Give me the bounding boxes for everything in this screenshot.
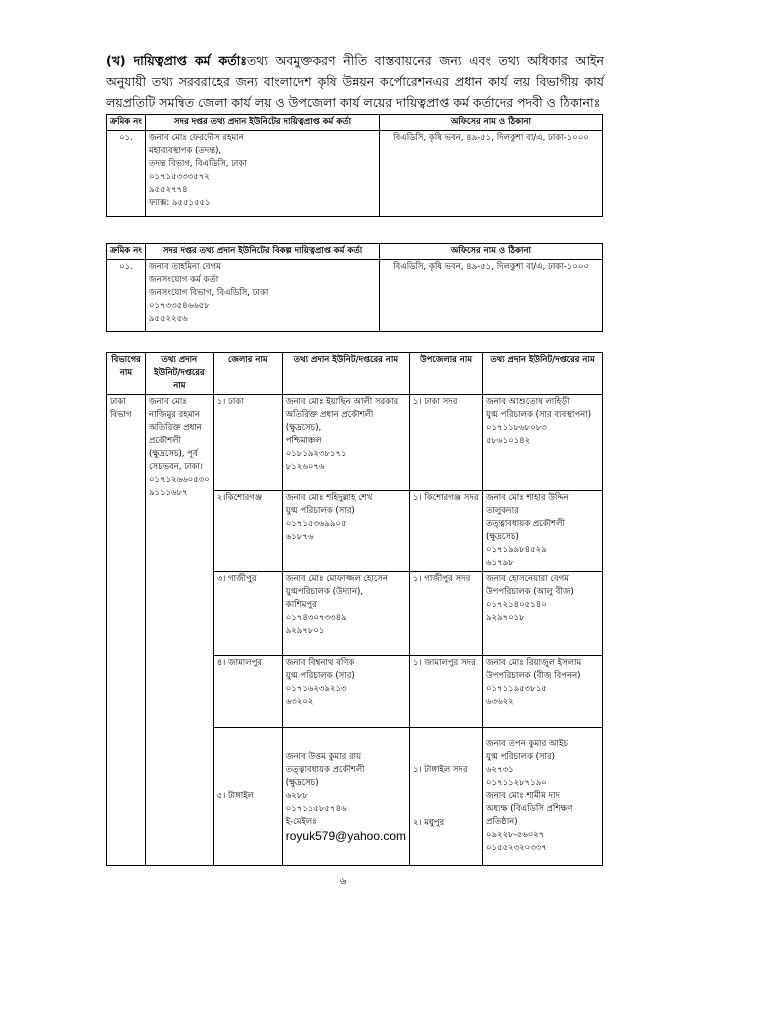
header-division-unit: তথ্য প্রদান ইউনিট/দপ্তরের নাম: [146, 353, 214, 395]
district-cell: ৫। টাঙ্গাইল: [213, 728, 282, 866]
upazila-cell: ১। ঢাকা সদর: [410, 395, 483, 491]
district-officer-block: [282, 728, 409, 866]
district-cell: ৩। গাজীপুর: [213, 572, 282, 656]
table-row: [107, 131, 603, 217]
header-upazila: উপজেলার নাম: [410, 353, 483, 395]
upazila-cell: ১। কিশোরগঞ্জ সদর: [410, 491, 483, 572]
upazila-cell: ১। গাজীপুর সদর: [410, 572, 483, 656]
intro-paragraph: [106, 50, 604, 113]
header-officer: সদর দপ্তর তথ্য প্রদান ইউনিটের দায়িত্বপ্রাপ্ত কর্ম কর্তা: [146, 115, 380, 131]
district-officer-cell: জনাব মোঃ শহিদুল্লাহ শেখ যুগ্ম পরিচালক (সার) ০১৭১৫৩৬৯৯০৫ ৬১৮৭৬: [282, 491, 409, 572]
header-serial: ক্রমিক নং: [107, 115, 146, 131]
table-row: [107, 260, 603, 332]
upazila-officer-block: [483, 728, 603, 866]
upazila-cell: ১। জামালপুর সদর: [410, 656, 483, 728]
header-upazila-unit: তথ্য প্রদান ইউনিট/দপ্তরের নাম: [483, 353, 603, 395]
header-office: অফিসের নাম ও ঠিকানা: [380, 244, 603, 260]
division-cell: ঢাকা বিভাগ: [107, 395, 146, 866]
email-link[interactable]: royuk579@yahoo.com: [285, 828, 407, 843]
upazila-officer-cell: জনাব তপন কুমার আইচ যুগ্ম পরিচালক (সার) ৬২৭৩১ ০১৭১১২৮৭১৯০: [486, 739, 568, 788]
header-office: অফিসের নাম ও ঠিকানা: [380, 115, 603, 131]
division-officer-table: [106, 352, 603, 866]
district-cell: ২।কিশোরগঞ্জ: [213, 491, 282, 572]
upazila-block: [410, 728, 483, 866]
upazila-officer-cell-2: জনাব মোঃ শামীম দাদ অধ্যক্ষ (বিএডিসি প্রশিক্ষণ প্রতিষ্ঠান) ০৯২২৮-৫৬০২৭ ০১৫৫২৩২০৩৩৭: [486, 791, 573, 853]
district-officer-cell: জনাব মোঃ ইয়াছিন আলী সরকার অতিরিক্ত প্রধান প্রকৌশলী (ক্ষুদ্রসেচ), পশ্চিমাঞ্চল ০১৮১৯২৩৮১৭১ ৮১২৬০৭৬: [282, 395, 409, 491]
header-officer: সদর দপ্তর তথ্য প্রদান ইউনিটের বিকল্প দায়িত্বপ্রাপ্ত কর্ম কর্তা: [146, 244, 380, 260]
header-division: বিভাগের নাম: [107, 353, 146, 395]
division-officer-cell: জনাব মোঃ নাজিমুর রহমান অতিরিক্ত প্রধান প্রকৌশলী (ক্ষুদ্রসেচ), পূর্ব সেচভবন, ঢাকা। ০১৭১২৬৬০৫৩০ ৯১১১৬৮৭: [146, 395, 214, 866]
district-cell: ৪। জামালপুর: [213, 656, 282, 728]
intro-heading: (খ) দায়িত্বপ্রাপ্ত কর্ম কর্তাঃ: [106, 53, 247, 68]
office-cell: বিএডিসি, কৃষি ভবন, ৪৯-৫১, দিলকুশা বা/এ, ঢাকা-১০০০: [380, 131, 603, 217]
header-district-unit: তথ্য প্রদান ইউনিট/দপ্তরের নাম: [282, 353, 409, 395]
upazila-officer-cell: জনাব মোঃ শাহার উদ্দিন তালুকদার তত্ত্বাবধায়ক প্রকৌশলী (ক্ষুদ্রসেচ) ০১৭১৯৯৮৪৫২৯ ৬১৭৯৮: [483, 491, 603, 572]
upazila-cell: ১। টাঙ্গাইল সদর: [413, 764, 468, 775]
intro-text: তথ্য অবমুক্তকরণ নীতি বাস্তবায়নের জন্য এবং তথ্য অধিকার আইন অনুযায়ী তথ্য সরবরাহের জন্য বাংলাদেশ কৃষি উন্নয়ন কর্পোরেশনএর প্রধান কার্য লয় বিভাগীয় কার্য লয়প্রতিটি সমন্বিত জেলা কার্য লয় ও উপজেলা কার্য লয়ের দায়িত্বপ্রাপ্ত কর্ম কর্তাদের পদবী ও ঠিকানাঃ: [106, 53, 604, 110]
district-officer-cell: জনাব বিশ্বনাথ বণিক যুগ্ম পরিচালক (সার) ০১৭১৬২৩৯২১৩ ৬৩২০২: [282, 656, 409, 728]
upazila-officer-cell: জনাব আশুতোষ লাহিড়ী যুগ্ম পরিচালক (সার ব্যবস্থাপনা) ০১৭১১৮৬৮০৮৩ ৫৮৬১০১৪২: [483, 395, 603, 491]
upazila-cell-2: ২। মধুপুর: [413, 817, 445, 828]
upazila-officer-cell: জনাব হোসনেয়ারা বেগম উপপরিচালক (আলু বীজ) ০১৭২১৪০৫১৪০ ৯২৯৭০১৮: [483, 572, 603, 656]
officer-cell: জনাব তাহমিনা বেগম জনসংযোগ কর্ম কর্তা জনসংযোগ বিভাগ, বিএডিসি, ঢাকা ০১৭৩৩৫৪৬৬৫৮ ৯৫৫২২৫৬: [146, 260, 380, 332]
serial-cell: ০১.: [107, 260, 146, 332]
header-serial: ক্রমিক নং: [107, 244, 146, 260]
alternate-officer-table: [106, 243, 603, 332]
header-district: জেলার নাম: [213, 353, 282, 395]
serial-cell: ০১.: [107, 131, 146, 217]
district-officer-cell: জনাব মোঃ মোফাজ্জল হোসেন যুগ্মপরিচালক (উদ্যান), কাশিমপুর ০১৭৪৩০৭৩৩৪৯ ৯২৯৭৮০১: [282, 572, 409, 656]
primary-officer-table: [106, 114, 603, 217]
table-row: [107, 395, 603, 491]
page-number: ৬: [340, 876, 347, 887]
upazila-officer-cell: জনাব মোঃ রিয়াজুল ইসলাম উপপরিচালক (বীজ বিপনন) ০১৭১১৯৫৩৮১৫ ৬৩৬২২: [483, 656, 603, 728]
district-officer-cell: জনাব উত্তম কুমার রায় তত্ত্বাবধায়ক প্রকৌশলী (ক্ষুদ্রসেচ) ৬২৮৮ ০১৭১১৫৮৫৭৪৬ ই-মেইলঃ: [285, 751, 365, 827]
office-cell: বিএডিসি, কৃষি ভবন, ৪৯-৫১, দিলকুশা বা/এ, ঢাকা-১০০০: [380, 260, 603, 332]
officer-cell: জনাব মোঃ ফেরদৌস রহমান মহাব্যবস্থাপক (তদন্ত), তদন্ত বিভাগ, বিএডিসি, ঢাকা ০১৭১৫৩৩৩৫৭২ ৯৫৫২৭৭৪ ফ্যাক্স: ৯৫৫১৫৫১: [146, 131, 380, 217]
district-cell: ১। ঢাকা: [213, 395, 282, 491]
